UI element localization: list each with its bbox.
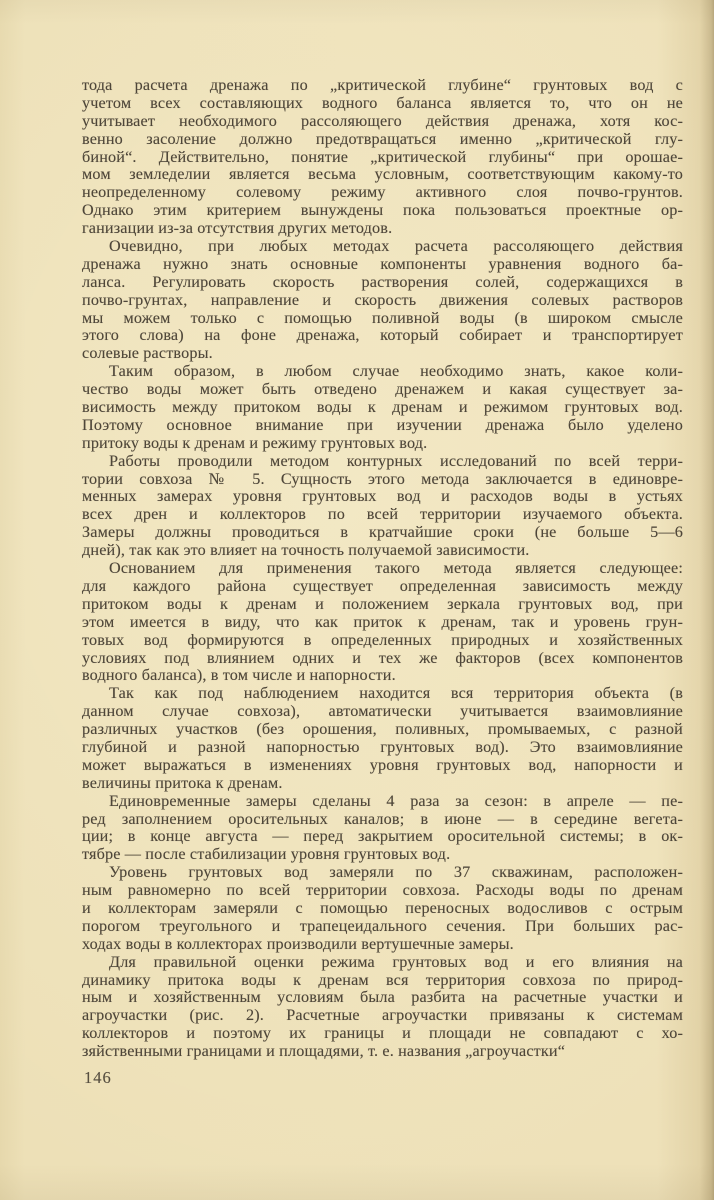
text-line: водного баланса), в том числе и напорности. [82,666,396,685]
text-line: глубиной и разной напорностью грунтовых вод). Это взаимовлияние [82,737,683,756]
text-line: солевые растворы. [82,344,213,363]
page-number: 146 [84,1068,112,1087]
paragraph [82,560,683,685]
text-line: товых вод формируются в определенных природных и хозяйственных [82,630,683,649]
text-line: этого слова) на фоне дренажа, который собирает и транспортирует [82,326,683,345]
paragraph [82,864,683,953]
text-line: ред заполнением оросительных каналов; в июне — в середине вегета- [82,809,683,828]
text-line: мы можем только с помощью поливной воды (в широком смысле [82,308,683,327]
text-line: Поэтому основное внимание при изучении дренажа было уделено [82,415,683,434]
text-line: порогом треугольного и трапецеидального сечения. При больших рас- [82,916,683,935]
text-line: зяйственными границами и площадями, т. е. названия „агроучастки“ [82,1042,566,1061]
text-line: ным и хозяйственным условиям была разбита на расчетные участки и [82,988,683,1007]
paragraph [82,793,683,865]
text-line: и коллекторам замеряли с помощью переносных водосливов с острым [82,898,683,917]
text-line: Замеры должны проводиться в кратчайшие сроки (не больше 5—6 [82,523,683,542]
text-line: динамику притока воды к дренам вся территория совхоза по природ- [82,970,683,989]
text-line: тябре — после стабилизации уровня грунтовых вод. [82,845,451,864]
paragraph [82,954,683,1061]
text-line: коллекторов и поэтому их границы и площади не совпадают с хо- [82,1024,683,1043]
text-line: притоком воды к дренам и положением зеркала грунтовых вод, при [82,594,683,613]
text-line: учитывает необходимого рассоляющего действия дренажа, хотя кос- [82,111,683,130]
text-line: различных участков (без орошения, поливных, промываемых, с разной [82,720,683,739]
text-line: всех дрен и коллекторов по всей территории изучаемого объекта. [82,505,683,524]
text-line: учетом всех составляющих водного баланса является то, что он не [82,93,683,112]
text-line: этом имеется в виду, что как приток к дренам, так и уровень грун- [82,612,683,631]
text-line: почво-грунтах, направление и скорость движения солевых растворов [82,290,683,309]
paragraph [82,363,683,452]
text-line: Таким образом, в любом случае необходимо знать, какое коли- [109,362,683,381]
text-line: дней), так как это влияет на точность получаемой зависимости. [82,541,530,560]
text-line: Единовременные замеры сделаны 4 раза за сезон: в апреле — пе- [109,791,683,810]
text-block [82,77,683,1061]
text-line: для каждого района существует определенная зависимость между [82,576,683,595]
text-line: агроучастки (рис. 2). Расчетные агроучастки привязаны к системам [82,1006,683,1025]
text-line: притоку воды к дренам и режиму грунтовых вод. [82,433,428,452]
text-line: тории совхоза № 5. Сущность этого метода заключается в единовре- [82,469,683,488]
text-line: ходах воды в коллекторах производили вертушечные замеры. [82,934,514,953]
text-line: ции; в конце августа — перед закрытием оросительной системы; в ок- [82,827,683,846]
text-line: Работы проводили методом контурных исследований по всей терри- [109,451,683,470]
text-line: биной“. Действительно, понятие „критической глубины“ при орошае- [82,147,683,166]
text-line: венно засоление должно предотвращаться именно „критической глу- [82,129,683,148]
text-line: неопределенному солевому режиму активного слоя почво-грунтов. [82,183,683,202]
text-line: Так как под наблюдением находится вся территория объекта (в [109,684,683,703]
text-line: ланса. Регулировать скорость растворения солей, содержащихся в [82,272,683,291]
text-line: мом земледелии является весьма условным, соответствующим какому-то [82,165,683,184]
paragraph [82,238,683,363]
paragraph [82,77,683,238]
text-line: Очевидно, при любых методах расчета рассоляющего действия [109,237,683,256]
text-line: Однако этим критерием вынуждены пока пользоваться проектные ор- [82,201,683,220]
text-line: данном случае совхоза), автоматически учитывается взаимовлияние [82,702,683,721]
paragraph [82,453,683,560]
text-line: дренажа нужно знать основные компоненты уравнения водного ба- [82,254,683,273]
text-line: Уровень грунтовых вод замеряли по 37 скважинам, расположен- [109,863,683,882]
text-line: менных замерах уровня грунтовых вод и расходов воды в устьях [82,487,683,506]
text-line: условиях под влиянием одних и тех же факторов (всех компонентов [82,648,683,667]
text-line: тода расчета дренажа по „критической глубине“ грунтовых вод с [82,76,683,94]
paragraph [82,685,683,792]
text-line: Для правильной оценки режима грунтовых вод и его влияния на [109,952,683,971]
text-line: чество воды может быть отведено дренажем и какая существует за- [82,380,683,399]
text-line: величины притока к дренам. [82,773,283,792]
text-line: висимость между притоком воды к дренам и режимом грунтовых вод. [82,398,683,417]
text-line: ным равномерно по всей территории совхоза. Расходы воды по дренам [82,881,683,900]
text-line: ганизации из-за отсутствия других методов. [82,219,393,238]
text-line: Основанием для применения такого метода является следующее: [109,559,683,578]
text-line: может выражаться в изменениях уровня грунтовых вод, напорности и [82,755,683,774]
